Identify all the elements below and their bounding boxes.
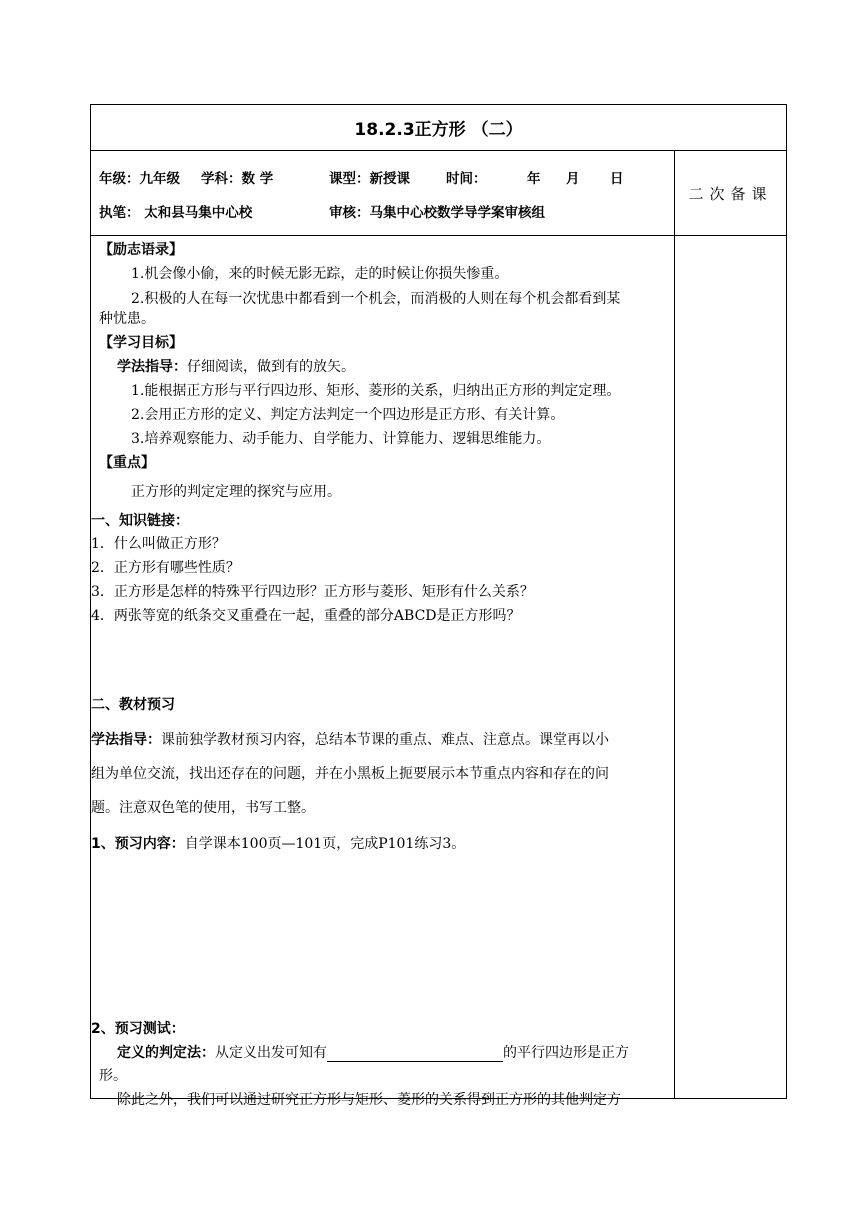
- year-label: 年: [527, 171, 541, 187]
- motto-1: 1.机会像小偷，来的时候无影无踪，走的时候让你损失惨重。: [131, 266, 509, 282]
- goal-2: 2.会用正方形的定义、判定方法判定一个四边形是正方形、有关计算。: [131, 407, 565, 423]
- goal-heading: 【学习目标】: [99, 335, 183, 351]
- preview-method-2: 组为单位交流，找出还存在的问题，并在小黑板上扼要展示本节重点内容和存在的问: [91, 766, 609, 782]
- goal-1: 1.能根据正方形与平行四边形、矩形、菱形的关系，归纳出正方形的判定定理。: [131, 383, 621, 399]
- review-label: 审核：马集中心校数学导学案审核组: [329, 205, 545, 221]
- link-2: 2．正方形有哪些性质？: [91, 560, 240, 576]
- preview-method-3: 题。注意双色笔的使用，书写工整。: [91, 800, 315, 816]
- def-label: 定义的判定法：: [117, 1045, 215, 1061]
- method-line: [117, 356, 355, 376]
- second-prep-column: [674, 151, 786, 1098]
- lesson-plan-table: [90, 104, 787, 1108]
- preview-method-1: [91, 729, 609, 749]
- grade-label: 年级：九年级: [99, 171, 180, 187]
- content-text: 自学课本100页—101页，完成P101练习3。: [184, 836, 466, 852]
- link-heading: 一、知识链接：: [91, 513, 189, 529]
- content-label: 1、预习内容：: [91, 836, 185, 852]
- meta-info: [91, 151, 674, 236]
- motto-2b: 种忧患。: [99, 311, 155, 327]
- def-answer-blank[interactable]: [327, 1047, 503, 1062]
- subject-label: 学科：数 学: [201, 171, 274, 187]
- time-label: 时间：: [446, 171, 487, 187]
- key-text: 正方形的判定定理的探究与应用。: [131, 484, 341, 500]
- def-text-c: 形。: [99, 1068, 127, 1084]
- motto-2a: 2.积极的人在每一次忧患中都看到一个机会，而消极的人则在每个机会都看到某: [131, 291, 621, 307]
- method-text: 仔细阅读，做到有的放矢。: [187, 359, 355, 375]
- test-heading: 2、预习测试：: [91, 1021, 185, 1037]
- def-text-a: 从定义出发可知有: [215, 1045, 327, 1061]
- link-1: 1．什么叫做正方形？: [91, 536, 226, 552]
- type-label: 课型：新授课: [329, 171, 410, 187]
- goal-3: 3.培养观察能力、动手能力、自学能力、计算能力、逻辑思维能力。: [131, 431, 551, 447]
- second-prep-header: 二次备课: [675, 151, 786, 236]
- preview-method-label: 学法指导：: [91, 732, 161, 748]
- besides-text: 除此之外，我们可以通过研究正方形与矩形、菱形的关系得到正方形的其他判定方: [117, 1092, 621, 1108]
- def-text-b: 的平行四边形是正方: [503, 1045, 629, 1061]
- key-heading: 【重点】: [99, 455, 155, 471]
- month-label: 月: [566, 171, 580, 187]
- method-label: 学法指导：: [117, 359, 187, 375]
- motto-heading: 【励志语录】: [99, 242, 183, 258]
- preview-method-text-1: 课前独学教材预习内容，总结本节课的重点、难点、注意点。课堂再以小: [161, 732, 609, 748]
- page-title: 18.2.3正方形 （二）: [91, 105, 786, 151]
- link-3: 3．正方形是怎样的特殊平行四边形？正方形与菱形、矩形有什么关系？: [91, 584, 534, 600]
- preview-content: [91, 833, 465, 853]
- day-label: 日: [610, 171, 624, 187]
- author-label: 执笔： 太和县马集中心校: [99, 205, 253, 221]
- link-4: 4．两张等宽的纸条交叉重叠在一起，重叠的部分ABCD是正方形吗？: [91, 608, 521, 624]
- def-line: [117, 1042, 629, 1062]
- preview-heading: 二、教材预习: [91, 697, 175, 713]
